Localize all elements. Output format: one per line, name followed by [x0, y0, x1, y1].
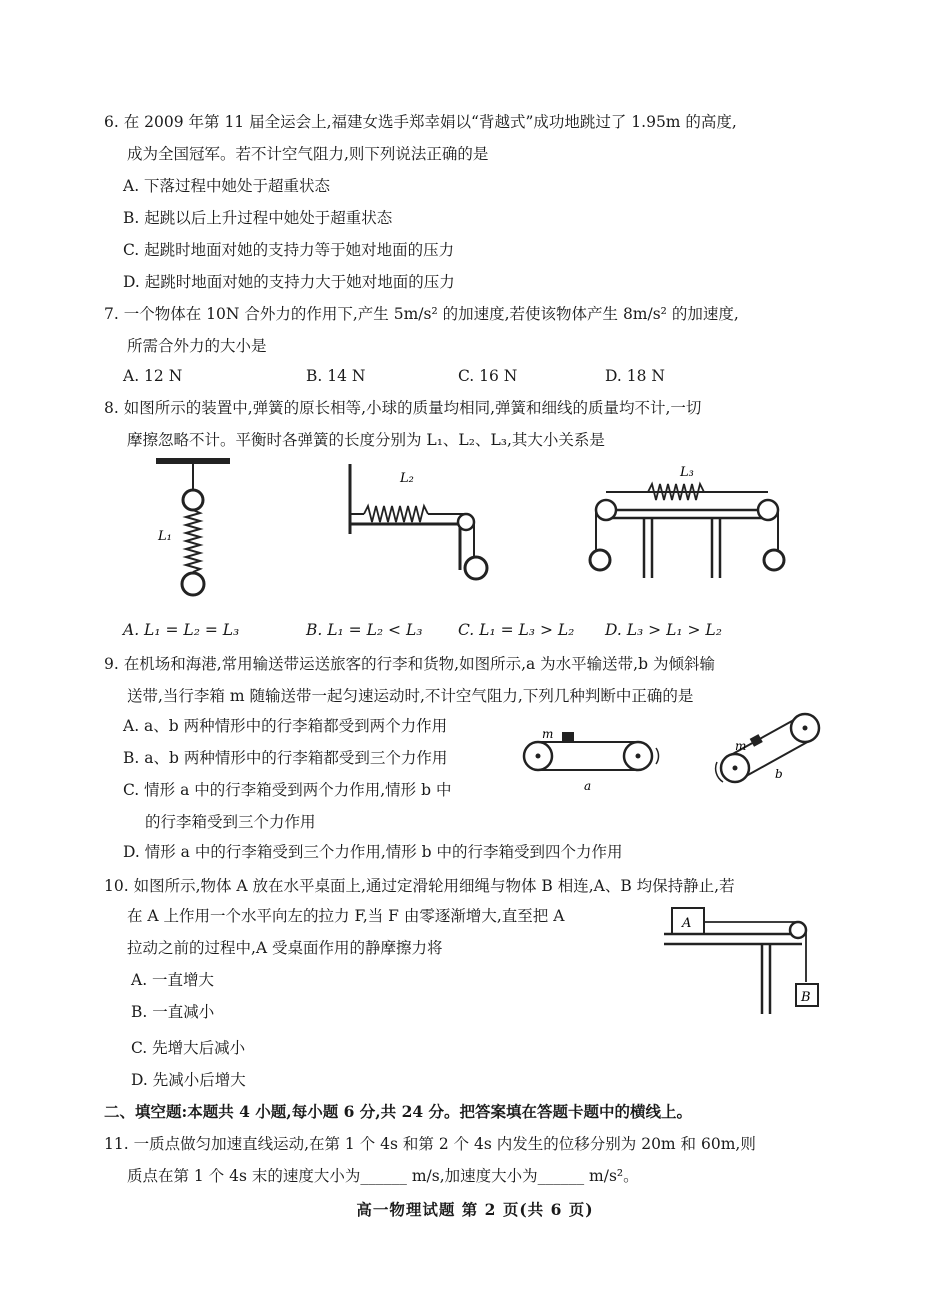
q6-option-b: B. 起跳以后上升过程中她处于超重状态	[123, 209, 393, 227]
q9-option-d: D. 情形 a 中的行李箱受到三个力作用,情形 b 中的行李箱受到四个力作用	[123, 843, 623, 861]
q9-label-m-a: m	[542, 727, 554, 741]
q10-option-a: A. 一直增大	[131, 971, 215, 989]
q9-option-b: B. a、b 两种情形中的行李箱都受到三个力作用	[123, 749, 448, 767]
q7-option-d: D. 18 N	[605, 367, 665, 385]
q9-option-c-cont: 的行李箱受到三个力作用	[145, 813, 316, 831]
q7-options	[0, 366, 950, 386]
q8-figure-3	[588, 462, 788, 588]
q6-line2: 成为全国冠军。若不计空气阻力,则下列说法正确的是	[127, 145, 489, 163]
q8-line1: 8. 如图所示的装置中,弹簧的原长相等,小球的质量均相同,弹簧和细线的质量均不计,一切	[104, 399, 702, 417]
q8-option-c: C. L₁ = L₃ > L₂	[458, 621, 575, 639]
q10-line3: 拉动之前的过程中,A 受桌面作用的静摩擦力将	[127, 939, 443, 957]
q8-figure-2	[344, 460, 494, 590]
q9-label-m-b: m	[735, 739, 747, 753]
q11-line1: 11. 一质点做匀加速直线运动,在第 1 个 4s 和第 2 个 4s 内发生的位移分别为 20m 和 60m,则	[104, 1135, 756, 1153]
q8-options	[0, 620, 950, 640]
q6-option-a: A. 下落过程中她处于超重状态	[123, 177, 331, 195]
q8-option-a: A. L₁ = L₂ = L₃	[123, 621, 240, 639]
q9-figure-b	[705, 706, 835, 806]
section-fill-in-heading: 二、填空题:本题共 4 小题,每小题 6 分,共 24 分。把答案填在答题卡题中的横线上。	[104, 1102, 693, 1121]
q7-option-b: B. 14 N	[306, 367, 366, 385]
q8-line2: 摩擦忽略不计。平衡时各弹簧的长度分别为 L₁、L₂、L₃,其大小关系是	[127, 431, 605, 449]
q7-option-c: C. 16 N	[458, 367, 518, 385]
q9-option-a: A. a、b 两种情形中的行李箱都受到两个力作用	[123, 717, 448, 735]
q10-figure	[658, 902, 828, 1020]
q10-option-d: D. 先减小后增大	[131, 1071, 246, 1089]
q10-label-a: A	[682, 916, 692, 931]
q8-label-l2: L₂	[400, 471, 414, 486]
q8-label-l1: L₁	[158, 529, 172, 544]
q8-figure-1	[148, 456, 238, 606]
q10-option-b: B. 一直减小	[131, 1003, 215, 1021]
q7-option-a: A. 12 N	[123, 367, 183, 385]
q7-line2: 所需合外力的大小是	[127, 337, 267, 355]
q10-option-c: C. 先增大后减小	[131, 1039, 246, 1057]
q11-line2: 质点在第 1 个 4s 末的速度大小为______ m/s,加速度大小为______ m/s²。	[127, 1167, 639, 1185]
q10-line1: 10. 如图所示,物体 A 放在水平桌面上,通过定滑轮用细绳与物体 B 相连,A、B 均保持静止,若	[104, 877, 735, 895]
q7-line1: 7. 一个物体在 10N 合外力的作用下,产生 5m/s² 的加速度,若使该物体产生 8m/s² 的加速度,	[104, 305, 739, 323]
page-footer: 高一物理试题 第 2 页(共 6 页)	[356, 1200, 594, 1219]
q10-line2: 在 A 上作用一个水平向左的拉力 F,当 F 由零逐渐增大,直至把 A	[127, 907, 565, 925]
q8-option-b: B. L₁ = L₂ < L₃	[306, 621, 423, 639]
q9-figure-a	[510, 722, 680, 802]
q9-line1: 9. 在机场和海港,常用输送带运送旅客的行李和货物,如图所示,a 为水平输送带,b 为倾斜输	[104, 655, 715, 673]
q10-label-b: B	[801, 990, 811, 1005]
q9-label-b: b	[775, 767, 783, 781]
q8-option-d: D. L₃ > L₁ > L₂	[605, 621, 722, 639]
q9-option-c: C. 情形 a 中的行李箱受到两个力作用,情形 b 中	[123, 781, 452, 799]
q6-option-c: C. 起跳时地面对她的支持力等于她对地面的压力	[123, 241, 455, 259]
q6-line1: 6. 在 2009 年第 11 届全运会上,福建女选手郑幸娟以“背越式”成功地跳过了 1.95m 的高度,	[104, 113, 737, 131]
q6-option-d: D. 起跳时地面对她的支持力大于她对地面的压力	[123, 273, 455, 291]
q9-label-a: a	[584, 779, 592, 793]
q9-line2: 送带,当行李箱 m 随输送带一起匀速运动时,不计空气阻力,下列几种判断中正确的是	[127, 687, 694, 705]
q8-label-l3: L₃	[680, 465, 694, 480]
